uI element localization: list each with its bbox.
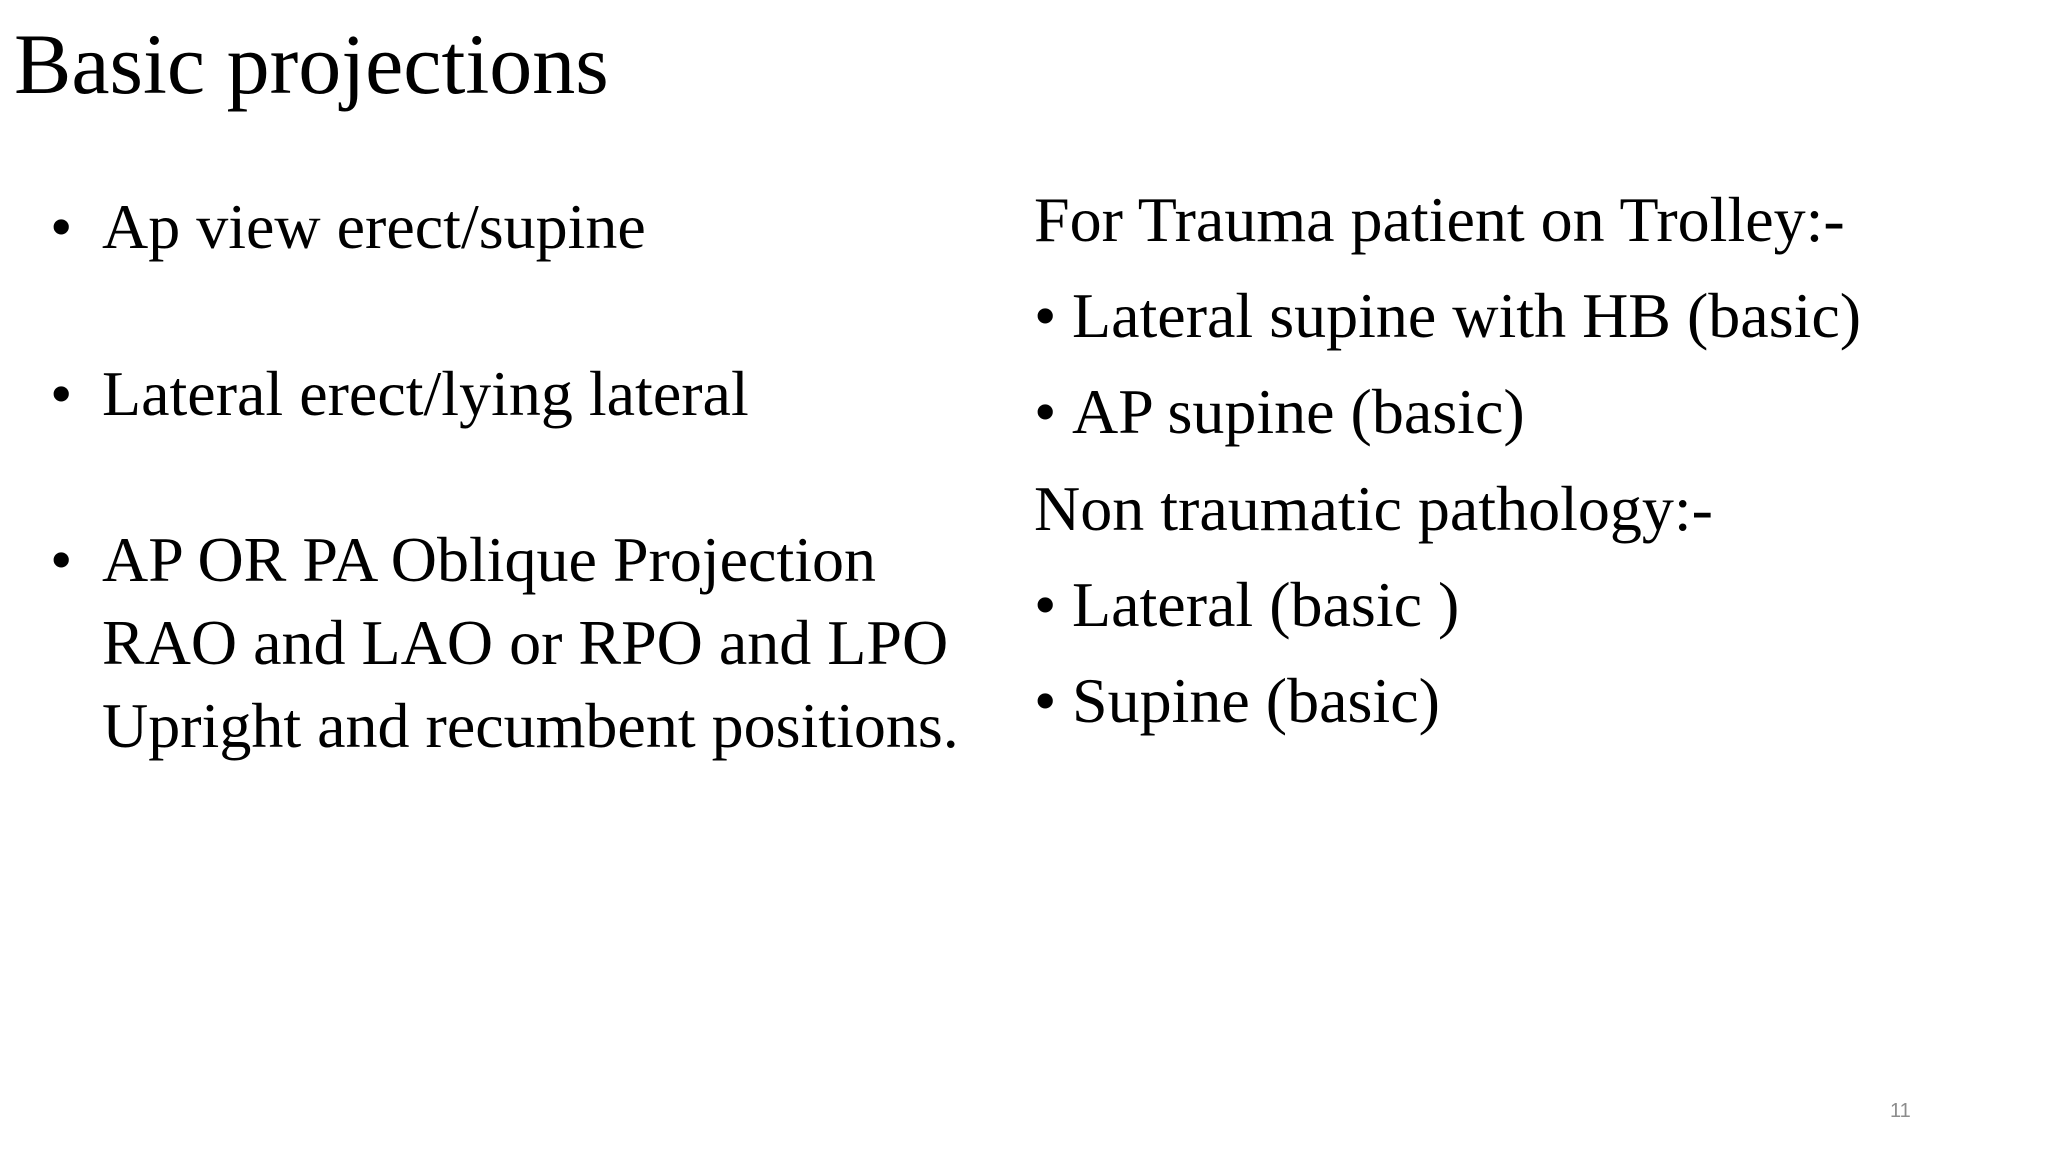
list-item (1034, 370, 1525, 453)
bullet-icon: • (1034, 665, 1057, 736)
list-item-text: AP OR PA Oblique Projection RAO and LAO or RPO and LPO Upright and recumbent positions. (102, 524, 959, 761)
list-item-text: Lateral erect/lying lateral (102, 358, 749, 429)
trauma-heading: For Trauma patient on Trolley:- (1034, 184, 1845, 255)
list-item (50, 352, 950, 435)
list-item (1034, 659, 1440, 742)
bullet-icon: • (50, 524, 73, 595)
bullet-icon: • (50, 358, 73, 429)
bullet-icon: • (1034, 569, 1057, 640)
bullet-icon: • (1034, 376, 1057, 447)
slide-title: Basic projections (14, 16, 609, 112)
bullet-icon: • (1034, 280, 1057, 351)
bullet-icon: • (50, 191, 73, 262)
list-item (1034, 563, 1459, 646)
list-item-text: Supine (basic) (1072, 665, 1440, 736)
list-item (50, 518, 959, 767)
list-item (1034, 274, 1861, 357)
page-number: 11 (1890, 1100, 1911, 1122)
list-item-text: AP supine (basic) (1072, 376, 1525, 447)
list-item-text: Ap view erect/supine (102, 191, 646, 262)
list-item-text: Lateral (basic ) (1072, 569, 1460, 640)
nontrauma-heading: Non traumatic pathology:- (1034, 473, 1713, 544)
list-item-text: Lateral supine with HB (basic) (1072, 280, 1862, 351)
list-item (50, 185, 950, 268)
